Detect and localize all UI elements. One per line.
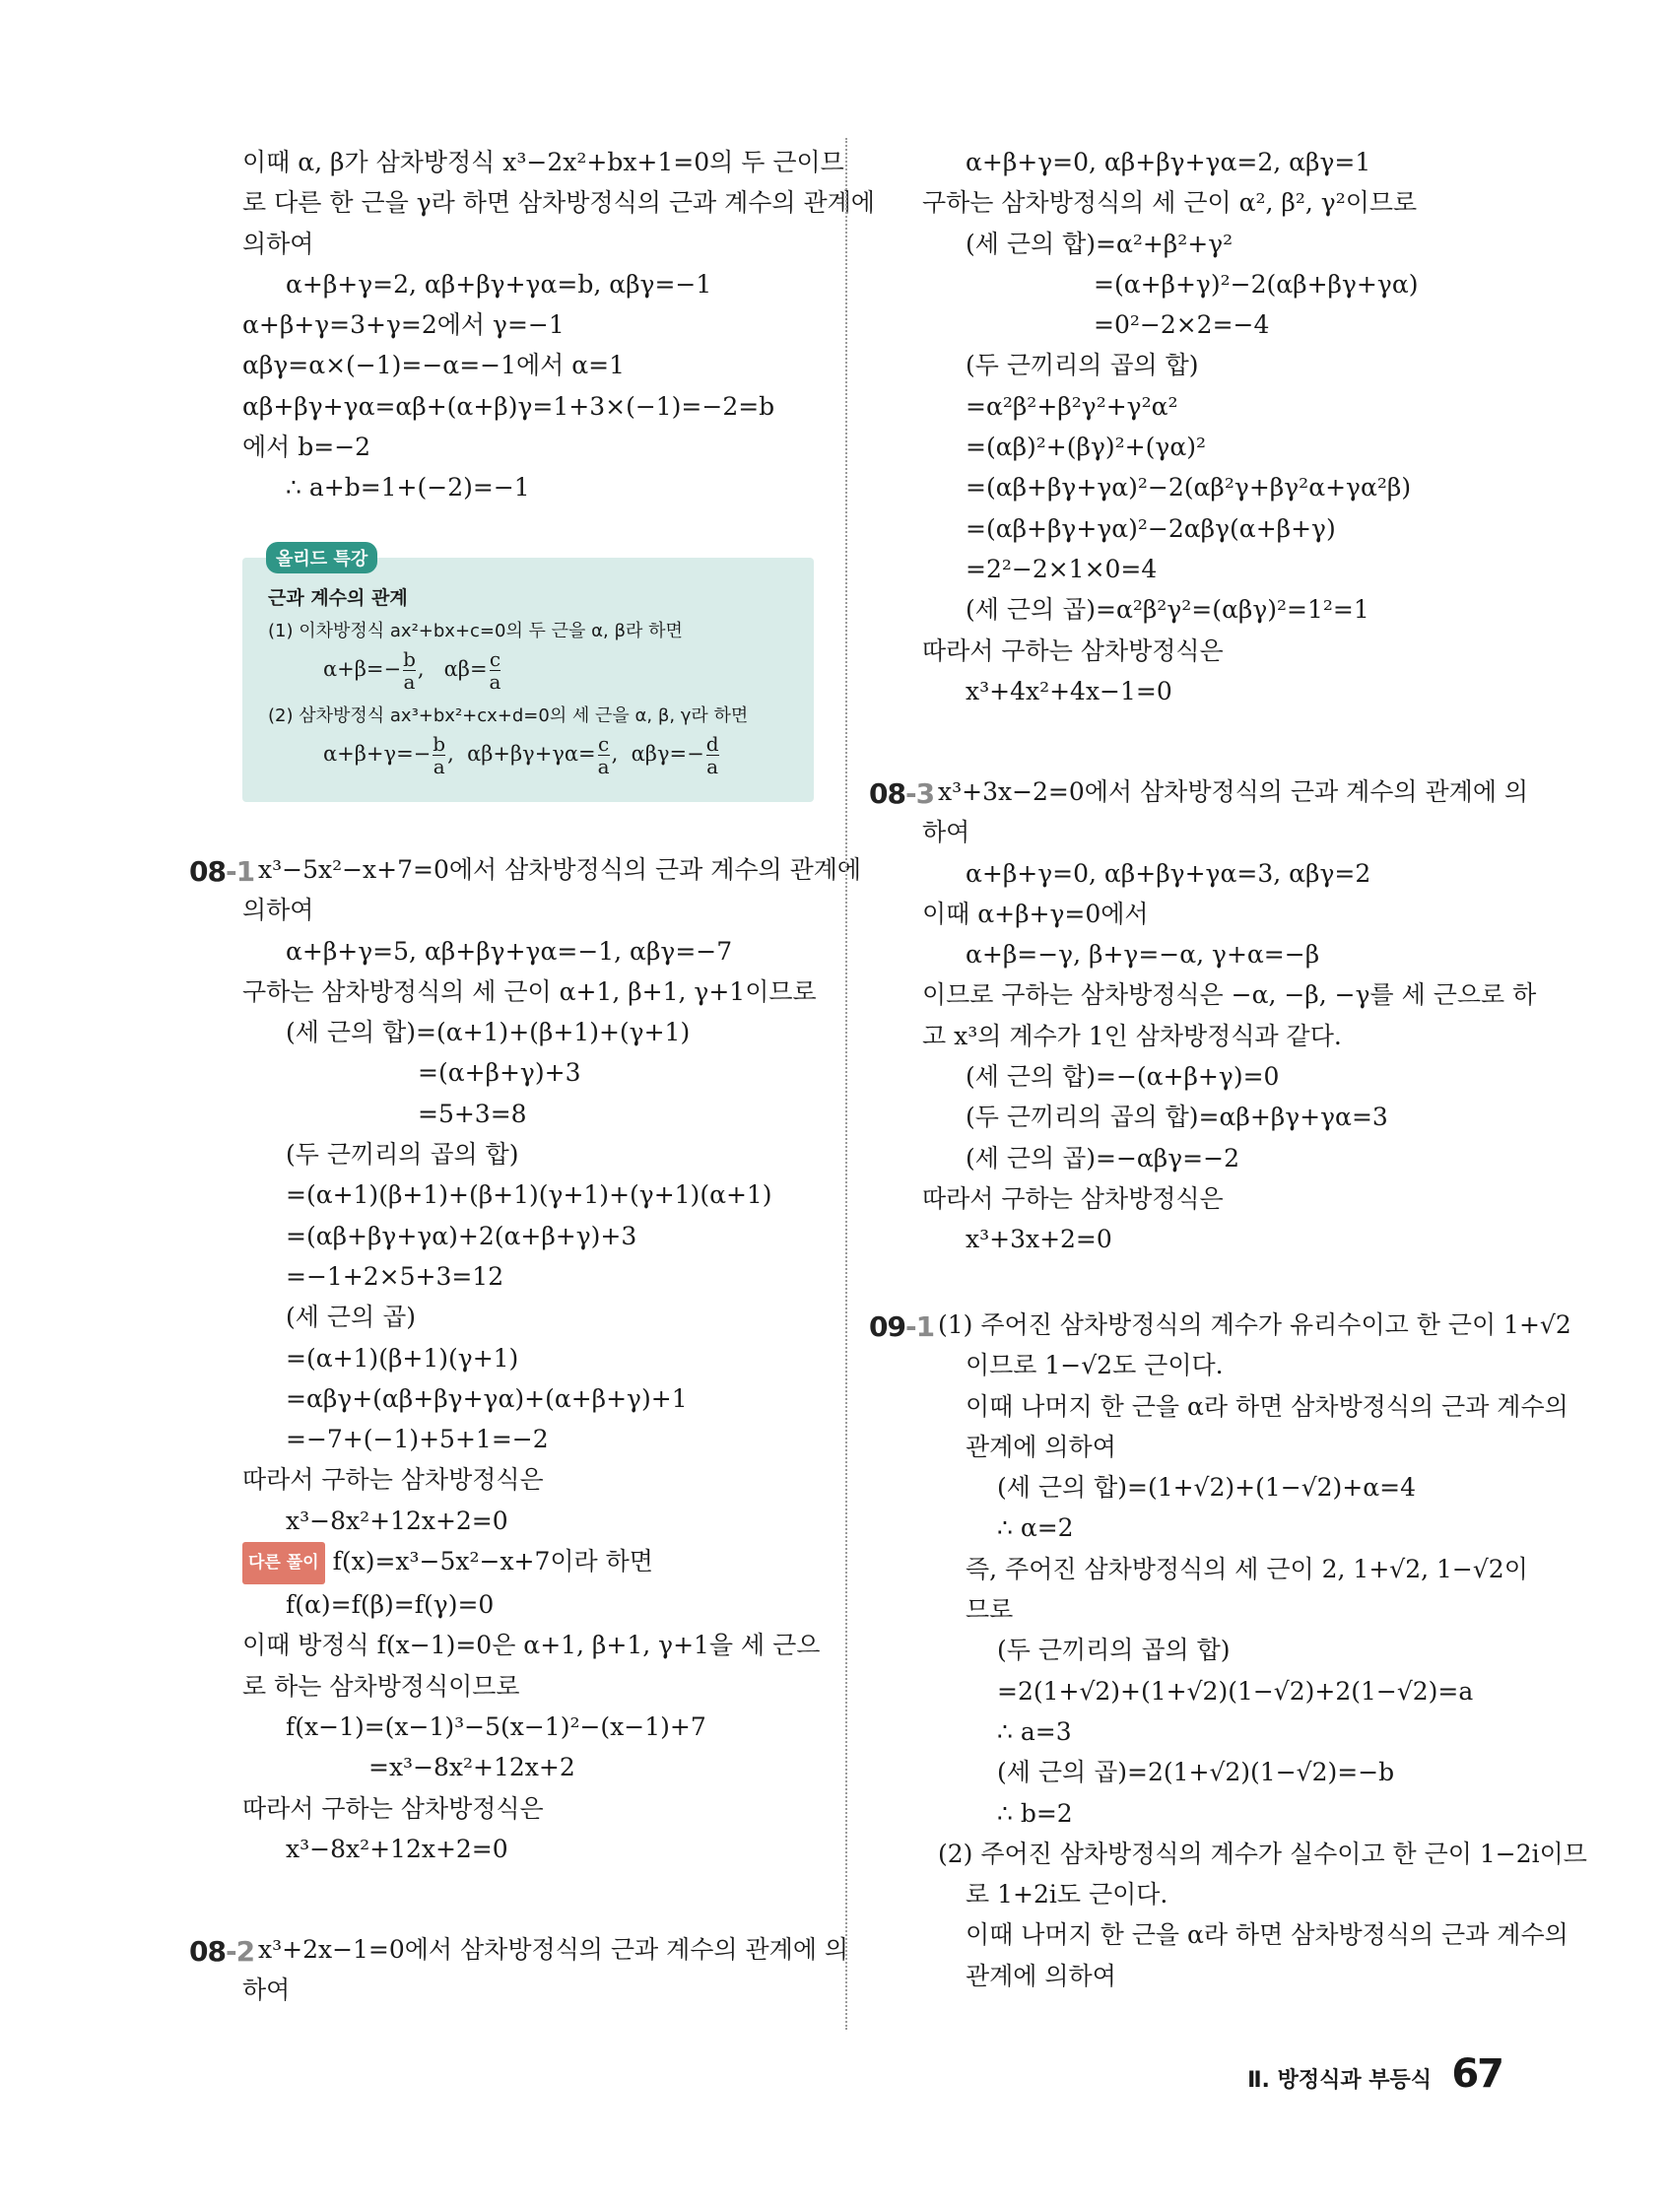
math-line: f(α)=f(β)=f(γ)=0 bbox=[286, 1590, 495, 1620]
math-line: (세 근의 곱) bbox=[286, 1303, 417, 1332]
math-line: (세 근의 합)=(α+1)+(β+1)+(γ+1) bbox=[286, 1018, 691, 1047]
column-divider bbox=[845, 138, 847, 2030]
text-line: 관계에 의하여 bbox=[966, 1961, 1116, 1990]
text-line: 구하는 삼차방정식의 세 근이 α², β², γ²이므로 bbox=[922, 188, 1418, 218]
problem-number-08-3: 08-3 bbox=[869, 777, 935, 810]
math-line: =2(1+√2)+(1+√2)(1−√2)+2(1−√2)=a bbox=[997, 1676, 1474, 1706]
text-line: 하여 bbox=[242, 1976, 291, 2005]
text-line: x³+2x−1=0에서 삼차방정식의 근과 계수의 관계에 의 bbox=[258, 1935, 849, 1964]
text-line: 이때 α, β가 삼차방정식 x³−2x²+bx+1=0의 두 근이므 bbox=[242, 148, 844, 176]
text-line: 고 x³의 계수가 1인 삼차방정식과 같다. bbox=[922, 1021, 1342, 1050]
math-line: =−7+(−1)+5+1=−2 bbox=[286, 1425, 549, 1454]
text-line: 의하여 bbox=[242, 896, 314, 925]
tip-item-2: (2) 삼차방정식 ax³+bx²+cx+d=0의 세 근을 α, β, γ라 하면 bbox=[268, 705, 749, 726]
math-line: (세 근의 곱)=2(1+√2)(1−√2)=−b bbox=[997, 1758, 1395, 1787]
math-line: =x³−8x²+12x+2 bbox=[368, 1753, 575, 1782]
math-line: (세 근의 합)=−(α+β+γ)=0 bbox=[966, 1062, 1280, 1092]
page-number: 67 bbox=[1451, 2051, 1502, 2097]
text-line: 로 다른 한 근을 γ라 하면 삼차방정식의 근과 계수의 관계에 bbox=[242, 188, 875, 218]
math-line: x³+3x+2=0 bbox=[966, 1225, 1112, 1254]
math-line: =(αβ)²+(βγ)²+(γα)² bbox=[966, 433, 1206, 462]
left-column-top bbox=[242, 142, 875, 508]
text-line: (1) 주어진 삼차방정식의 계수가 유리수이고 한 근이 1+√2 bbox=[938, 1310, 1571, 1339]
text-line: (2) 주어진 삼차방정식의 계수가 실수이고 한 근이 1−2i이므 bbox=[938, 1839, 1587, 1868]
alt-solution-tag: 다른 풀이 bbox=[242, 1542, 325, 1584]
problem-number-08-1: 08-1 bbox=[189, 855, 255, 888]
math-line: α+β+γ=0, αβ+βγ+γα=3, αβγ=2 bbox=[966, 858, 1371, 888]
math-line: (세 근의 곱)=−αβγ=−2 bbox=[966, 1143, 1239, 1173]
math-line: =5+3=8 bbox=[418, 1099, 527, 1128]
conclusion-line: ∴ a+b=1+(−2)=−1 bbox=[286, 473, 530, 503]
math-line: x³−8x²+12x+2=0 bbox=[286, 1834, 508, 1863]
math-line: (두 근끼리의 곱의 합) bbox=[997, 1636, 1231, 1665]
text-line: x³+3x−2=0에서 삼차방정식의 근과 계수의 관계에 의 bbox=[938, 777, 1529, 806]
math-line: f(x−1)=(x−1)³−5(x−1)²−(x−1)+7 bbox=[286, 1712, 706, 1742]
text-line: 즉, 주어진 삼차방정식의 세 근이 2, 1+√2, 1−√2이 bbox=[966, 1554, 1528, 1583]
math-line: =(αβ+βγ+γα)+2(α+β+γ)+3 bbox=[286, 1221, 637, 1250]
math-line: α+β+γ=0, αβ+βγ+γα=2, αβγ=1 bbox=[966, 148, 1371, 176]
problem-number-09-1: 09-1 bbox=[869, 1310, 935, 1343]
alt-solution-line: 다른 풀이 f(x)=x³−5x²−x+7이라 하면 bbox=[242, 1541, 812, 1584]
math-line: α+β=−γ, β+γ=−α, γ+α=−β bbox=[966, 940, 1320, 970]
text-line: 따라서 구하는 삼차방정식은 bbox=[242, 1465, 544, 1495]
footer-section-title: Ⅱ. 방정식과 부등식 bbox=[1247, 2068, 1432, 2093]
math-line: ∴ a=3 bbox=[997, 1716, 1072, 1746]
text-line: 이때 나머지 한 근을 α라 하면 삼차방정식의 근과 계수의 bbox=[966, 1391, 1568, 1421]
math-line: (세 근의 합)=(1+√2)+(1−√2)+α=4 bbox=[997, 1473, 1416, 1503]
text-line: 므로 bbox=[966, 1595, 1014, 1625]
tip-box-tag: 올리드 특강 bbox=[266, 542, 377, 573]
math-line: =−1+2×5+3=12 bbox=[286, 1261, 504, 1291]
math-line: (두 근끼리의 곱의 합) bbox=[286, 1140, 519, 1170]
text-line: 하여 bbox=[922, 818, 970, 847]
text-line: 로 하는 삼차방정식이므로 bbox=[242, 1671, 520, 1701]
math-line: =2²−2×1×0=4 bbox=[966, 554, 1158, 583]
problem-number-08-2: 08-2 bbox=[189, 1935, 255, 1968]
math-line: =(α+β+γ)+3 bbox=[418, 1058, 581, 1088]
problem-08-2-body bbox=[242, 1929, 849, 2011]
math-line: (세 근의 곱)=α²β²γ²=(αβγ)²=1²=1 bbox=[966, 595, 1369, 625]
math-line: x³−8x²+12x+2=0 bbox=[286, 1506, 508, 1535]
text-line: 따라서 구하는 삼차방정식은 bbox=[922, 1183, 1224, 1213]
math-line: =(α+1)(β+1)(γ+1) bbox=[286, 1343, 519, 1373]
tip-formula-1: α+β=− $\frac{b}{a}$ , αβ= $\frac{c}{a}$ bbox=[323, 647, 501, 694]
text-line: 구하는 삼차방정식의 세 근이 α+1, β+1, γ+1이므로 bbox=[242, 976, 817, 1006]
text-line: 관계에 의하여 bbox=[966, 1432, 1116, 1461]
text-line: 로 1+2i도 근이다. bbox=[966, 1880, 1168, 1910]
problem-08-1-body bbox=[242, 849, 862, 1869]
text-line: 따라서 구하는 삼차방정식은 bbox=[922, 636, 1224, 665]
math-line: (세 근의 합)=α²+β²+γ² bbox=[966, 229, 1234, 258]
text-line: 의하여 bbox=[242, 229, 314, 258]
math-line: =(αβ+βγ+γα)²−2(αβ²γ+βγ²α+γα²β) bbox=[966, 473, 1412, 503]
math-line: =α²β²+β²γ²+γ²α² bbox=[966, 391, 1178, 421]
text-line: 이므로 1−√2도 근이다. bbox=[966, 1351, 1224, 1380]
math-line: α+β+γ=5, αβ+βγ+γα=−1, αβγ=−7 bbox=[286, 936, 733, 966]
text-line: 이때 나머지 한 근을 α라 하면 삼차방정식의 근과 계수의 bbox=[966, 1920, 1568, 1950]
math-line: ∴ α=2 bbox=[997, 1513, 1074, 1543]
math-line: (두 근끼리의 곱의 합)=αβ+βγ+γα=3 bbox=[966, 1103, 1388, 1132]
math-line: =(α+β+γ)²−2(αβ+βγ+γα) bbox=[1094, 269, 1419, 299]
math-line: x³+4x²+4x−1=0 bbox=[966, 676, 1172, 705]
math-line: 에서 b=−2 bbox=[242, 433, 371, 462]
math-line: α+β+γ=3+γ=2에서 γ=−1 bbox=[242, 310, 565, 340]
math-line: α+β+γ=2, αβ+βγ+γα=b, αβγ=−1 bbox=[286, 269, 712, 299]
tip-item-1: (1) 이차방정식 ax²+bx+c=0의 두 근을 α, β라 하면 bbox=[268, 621, 683, 641]
right-column-top bbox=[922, 142, 1499, 711]
math-line: =αβγ+(αβ+βγ+γα)+(α+β+γ)+1 bbox=[286, 1383, 688, 1413]
tip-box-title: 근과 계수의 관계 bbox=[268, 587, 408, 609]
text-line: 이때 방정식 f(x−1)=0은 α+1, β+1, γ+1을 세 근으 bbox=[242, 1631, 821, 1660]
text-line: 이므로 구하는 삼차방정식은 −α, −β, −γ를 세 근으로 하 bbox=[922, 980, 1537, 1010]
math-line: =0²−2×2=−4 bbox=[1094, 310, 1270, 340]
text-line: x³−5x²−x+7=0에서 삼차방정식의 근과 계수의 관계에 bbox=[258, 855, 862, 884]
math-line: =(α+1)(β+1)+(β+1)(γ+1)+(γ+1)(α+1) bbox=[286, 1180, 772, 1210]
text-line: 따라서 구하는 삼차방정식은 bbox=[242, 1793, 544, 1823]
math-line: ∴ b=2 bbox=[997, 1798, 1073, 1828]
problem-09-1-body bbox=[922, 1305, 1587, 1996]
math-line: αβγ=α×(−1)=−α=−1에서 α=1 bbox=[242, 351, 625, 380]
text-line: 이때 α+β+γ=0에서 bbox=[922, 899, 1149, 928]
math-line: (두 근끼리의 곱의 합) bbox=[966, 351, 1199, 380]
problem-08-3-body bbox=[922, 771, 1537, 1260]
tip-formula-2: α+β+γ=− $\frac{b}{a}$ , αβ+βγ+γα= $\frac{c}{a}$ , αβγ=− $\frac{d}{a}$ bbox=[323, 732, 719, 778]
math-line: αβ+βγ+γα=αβ+(α+β)γ=1+3×(−1)=−2=b bbox=[242, 391, 775, 421]
math-line: =(αβ+βγ+γα)²−2αβγ(α+β+γ) bbox=[966, 513, 1336, 543]
